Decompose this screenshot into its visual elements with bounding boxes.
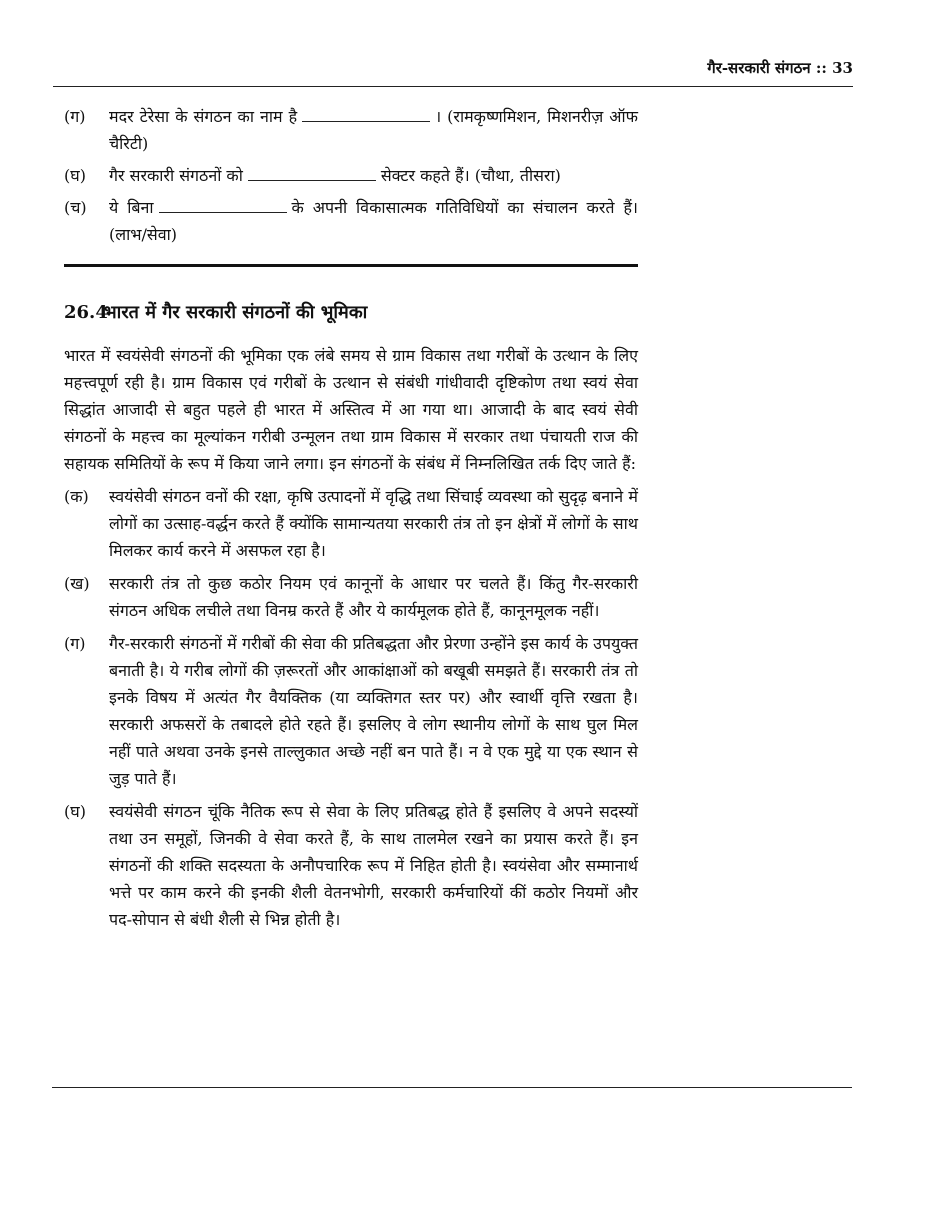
blank-prompt: मदर टेरेसा के संगठन का नाम है [109, 107, 298, 126]
argument-point [64, 483, 638, 564]
point-text: गैर-सरकारी संगठनों में गरीबों की सेवा की प्रतिबद्धता और प्रेरणा उन्होंने इस कार्य के उपयुक्त बनाती है। ये गरीब लोगों की ज़रूरतों और आकांक्षाओं को बखूबी समझते हैं। सरकारी तंत्र तो इनके विषय में अत्यंत गैर वैयक्तिक (या व्यक्तिगत स्तर पर) और स्वार्थी वृत्ति रखता है। सरकारी अफसरों के तबादले होते रहते हैं। इसलिए वे लोग स्थानीय लोगों के साथ घुल मिल नहीं पाते अथवा उनके इनसे ताल्लुकात अच्छे नहीं बन पाते हैं। न वे एक मुद्दे या एक स्थान से जुड़ पाते हैं। [109, 634, 638, 788]
running-head: गैर-सरकारी संगठन :: 33 [707, 59, 853, 77]
argument-point [64, 630, 638, 792]
intro-paragraph: भारत में स्वयंसेवी संगठनों की भूमिका एक लंबे समय से ग्राम विकास तथा गरीबों के उत्थान के लिए महत्त्वपूर्ण रही है। ग्राम विकास एवं गरीबों के उत्थान से संबंधी गांधीवादी दृष्टिकोण तथा स्वयं सेवा सिद्धांत आजादी से बहुत पहले ही भारत में अस्तित्व में आ गया था। आजादी के बाद स्वयं सेवी संगठनों के महत्त्व का मूल्यांकन गरीबी उन्मूलन तथा ग्राम विकास में सरकार तथा पंचायती राज की सहायक समितियों के रूप में किया जाने लगा। इन संगठनों के संबंध में निम्नलिखित तर्क दिए जाते हैं: [64, 346, 638, 473]
blank-prompt: गैर सरकारी संगठनों को [109, 166, 243, 185]
blank-options: सेक्टर कहते हैं। (चौथा, तीसरा) [380, 166, 561, 185]
point-text: स्वयंसेवी संगठन चूंकि नैतिक रूप से सेवा के लिए प्रतिबद्ध होते हैं इसलिए वे अपने सदस्यों तथा उन समूहों, जिनकी वे सेवा करते हैं, के साथ तालमेल रखने का प्रयास करते हैं। इन संगठनों की शक्ति सदस्यता के अनौपचारिक रूप में निहित होती है। स्वयंसेवा और सम्मानार्थ भत्ते पर काम करने की इनकी शैली वेतनभोगी, सरकारी कर्मचारियों कीं कठोर नियमों और पद-सोपान से बंधी शैली से भिन्न होती है। [109, 802, 638, 929]
blank-options: के अपनी विकासात्मक गतिविधियों का संचालन करते हैं। (लाभ/सेवा) [109, 198, 639, 244]
point-marker: (ग) [64, 634, 86, 653]
item-marker: (घ) [64, 166, 86, 185]
point-marker: (घ) [64, 802, 86, 821]
fill-blank-list [64, 103, 638, 248]
item-marker: (ग) [64, 107, 86, 126]
section-divider [64, 264, 638, 267]
point-text: स्वयंसेवी संगठन वनों की रक्षा, कृषि उत्पादनों में वृद्धि तथा सिंचाई व्यवस्था को सुदृढ़ बनाने में लोगों का उत्साह-वर्द्धन करते हैं क्योंकि सामान्यतया सरकारी तंत्र तो इन क्षेत्रों में लोगों के साथ मिलकर कार्य करने में असफल रहा है। [109, 487, 638, 560]
answer-blank [302, 107, 430, 122]
blank-prompt: ये बिना [109, 198, 154, 217]
footer-rule [52, 1087, 852, 1088]
blank-options: । (रामकृष्णमिशन, मिशनरीज़ ऑफ चैरिटी) [109, 107, 639, 153]
section-number: 26.4 [64, 302, 108, 323]
section-heading [64, 300, 638, 324]
item-marker: (च) [64, 198, 87, 217]
fill-blank-item [64, 194, 638, 248]
point-marker: (ख) [64, 574, 90, 593]
answer-blank [248, 166, 376, 181]
header-rule [53, 86, 853, 87]
point-text: सरकारी तंत्र तो कुछ कठोर नियम एवं कानूनों के आधार पर चलते हैं। किंतु गैर-सरकारी संगठन अधिक लचीले तथा विनम्र करते हैं और ये कार्यमूलक होते हैं, कानूनमूलक नहीं। [109, 574, 638, 620]
section-body [64, 342, 638, 933]
fill-blank-item [64, 103, 638, 157]
point-marker: (क) [64, 487, 89, 506]
section-title: भारत में गैर सरकारी संगठनों की भूमिका [104, 302, 368, 323]
argument-point [64, 570, 638, 624]
fill-blank-item [64, 162, 638, 189]
answer-blank [159, 198, 287, 213]
argument-point [64, 798, 638, 933]
